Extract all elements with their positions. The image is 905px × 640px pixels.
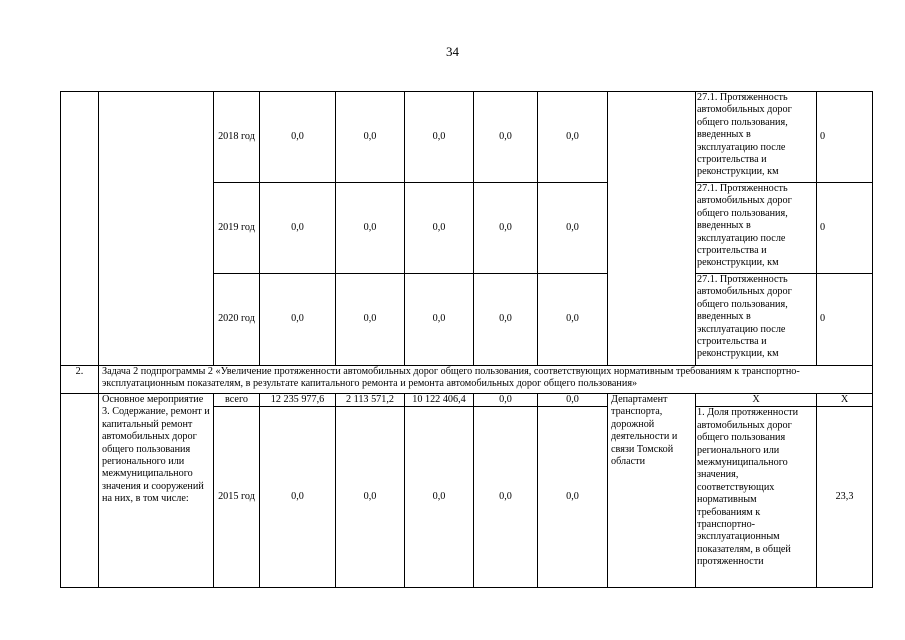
total-value: 10 122 406,4 [405,394,474,407]
value-cell: 0,0 [336,407,405,588]
table-row [61,92,873,183]
indicator-value-cell: 0 [817,274,873,366]
value-cell: 0,0 [260,92,336,183]
value-cell: 0,0 [405,407,474,588]
value-cell: 0,0 [474,274,538,366]
value-cell: 0,0 [405,183,474,274]
value-cell: 0,0 [336,183,405,274]
value-cell: 0,0 [538,92,608,183]
indicator-cell: 27.1. Протяженность автомобильных дорог общего пользования, введенных в эксплуатацию после строительства и реконструкции, км [696,274,817,366]
indicator-cell: 27.1. Протяженность автомобильных дорог общего пользования, введенных в эксплуатацию после строительства и реконструкции, км [696,92,817,183]
executor-cell: Департамент транспорта, дорожной деятельности и связи Томской области [608,394,696,588]
year-cell: 2020 год [214,274,260,366]
indicator-value-cell: 23,3 [817,407,873,588]
total-value: 12 235 977,6 [260,394,336,407]
value-cell: 0,0 [538,183,608,274]
total-value: 2 113 571,2 [336,394,405,407]
value-cell: 0,0 [474,183,538,274]
total-label: всего [214,394,260,407]
value-cell: 0,0 [538,274,608,366]
total-indicator: X [696,394,817,407]
number-cell [61,92,99,366]
value-cell: 0,0 [538,407,608,588]
activity-name: Основное мероприятие 3. Содержание, ремонт и капитальный ремонт автомобильных дорог общего пользования регионального или межмуниципального значения и сооружений на них, в том числе: [99,394,214,588]
year-cell: 2015 год [214,407,260,588]
total-indicator-value: X [817,394,873,407]
activity-cell [99,92,214,366]
year-cell: 2018 год [214,92,260,183]
value-cell: 0,0 [336,92,405,183]
value-cell: 0,0 [405,274,474,366]
value-cell: 0,0 [405,92,474,183]
value-cell: 0,0 [474,92,538,183]
indicator-cell: 27.1. Протяженность автомобильных дорог общего пользования, введенных в эксплуатацию после строительства и реконструкции, км [696,183,817,274]
value-cell: 0,0 [260,407,336,588]
indicator-value-cell: 0 [817,92,873,183]
value-cell: 0,0 [474,407,538,588]
total-value: 0,0 [538,394,608,407]
number-cell [61,394,99,588]
program-table [60,91,873,588]
executor-cell [608,92,696,366]
year-cell: 2019 год [214,183,260,274]
indicator-value-cell: 0 [817,183,873,274]
value-cell: 0,0 [336,274,405,366]
task-number: 2. [61,366,99,394]
total-value: 0,0 [474,394,538,407]
page-number: 34 [446,44,459,59]
value-cell: 0,0 [260,274,336,366]
task-text: Задача 2 подпрограммы 2 «Увеличение протяженности автомобильных дорог общего пользования, соответствующих нормативным требованиям к транспортно-эксплуатационным показателям, в результате капитального ремонта и ремонта автомобильных дорог общего пользования» [99,366,873,394]
value-cell: 0,0 [260,183,336,274]
activity-total-row [61,394,873,407]
task-row [61,366,873,394]
indicator-cell: 1. Доля протяженности автомобильных дорог общего пользования регионального или межмуниципального значения, соответствующих нормативным требованиям к транспортно-эксплуатационным показателям, в общей протяженности [696,407,817,588]
